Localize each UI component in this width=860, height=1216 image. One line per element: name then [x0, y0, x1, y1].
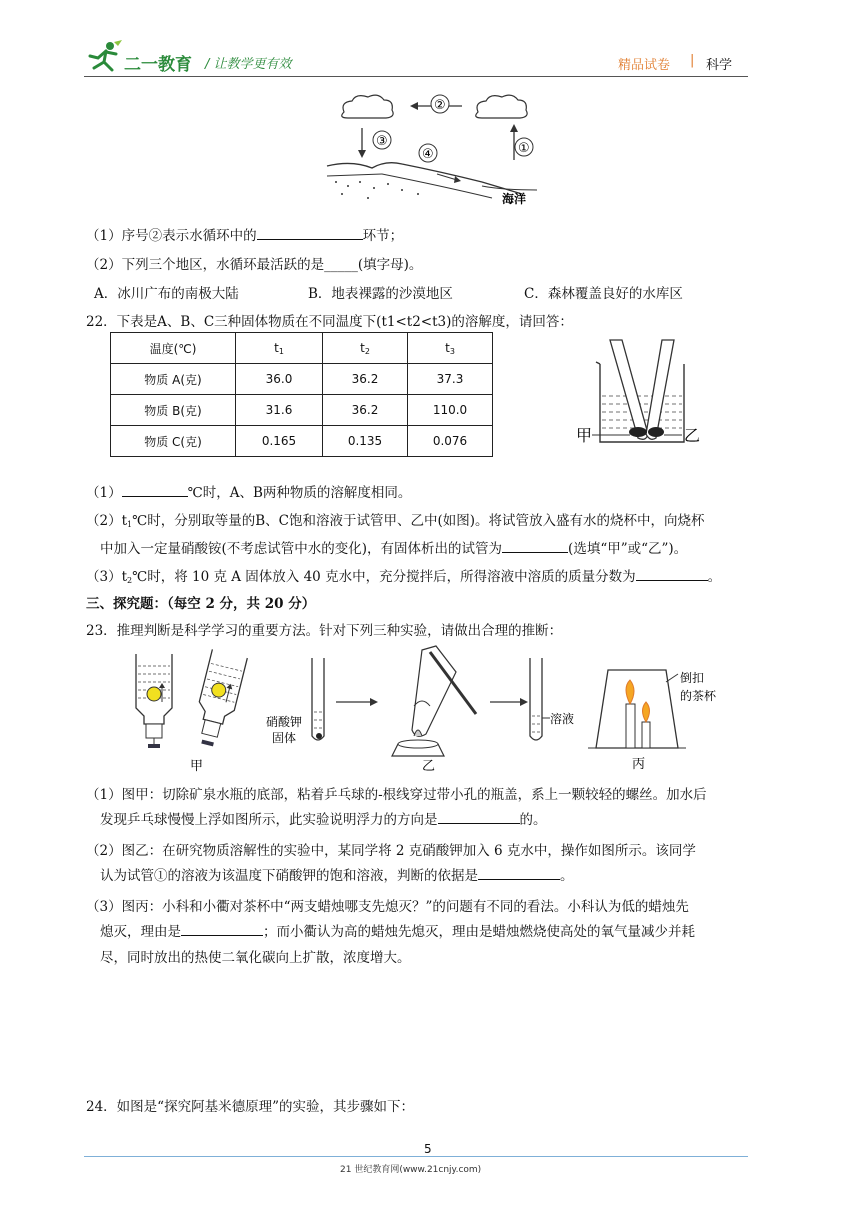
- logo-runner-icon: [84, 40, 124, 74]
- table-row: 物质 A(克) 36.0 36.2 37.3: [111, 364, 493, 395]
- table-header-cell: $t_2$: [323, 333, 408, 364]
- page-number: 5: [424, 1142, 432, 1156]
- header-subject: 科学: [706, 58, 733, 73]
- experiments-figure: [126, 644, 726, 772]
- label-jia: 甲: [190, 759, 204, 772]
- inverted-cup-icon: [588, 670, 686, 748]
- answer-blank[interactable]: [181, 921, 263, 936]
- label-1: ①: [518, 141, 530, 156]
- header: [0, 0, 860, 80]
- q23-part3: （3）图丙：小科和小衢对茶杯中“两支蜡烛哪支先熄灭？”的问题有不同的看法。小科认为低的蜡烛先: [86, 899, 689, 915]
- label-yi: 乙: [684, 426, 701, 445]
- footer-site: 21 世纪教育网(www.21cnjy.com): [340, 1165, 482, 1175]
- q21-part2: （2）下列三个地区，水循环最活跃的是_____(填字母)。: [86, 257, 423, 273]
- label-yi: 乙: [422, 759, 436, 772]
- answer-blank[interactable]: [257, 225, 363, 240]
- cloud-right-icon: [476, 95, 527, 118]
- label-kno3-1: 硝酸钾: [266, 715, 303, 729]
- cloud-left-icon: [342, 95, 393, 118]
- q23-part2-cont: 认为试管①的溶液为该温度下硝酸钾的饱和溶液，判断的依据是 。: [100, 864, 574, 884]
- answer-blank[interactable]: [122, 482, 188, 497]
- header-slogan: / 让教学更有效: [205, 57, 292, 72]
- q22-part1: （1） ℃时，A、B两种物质的溶解度相同。: [86, 481, 411, 501]
- answer-blank[interactable]: [478, 865, 560, 880]
- q21-part1: （1）序号②表示水循环中的 环节；: [86, 224, 403, 244]
- q23-part3-cont2: 尽，同时放出的热使二氧化碳向上扩散，浓度增大。: [100, 950, 411, 966]
- solubility-table: [110, 332, 493, 457]
- footer-rule: [84, 1156, 748, 1157]
- label-cup-1: 倒扣: [680, 671, 705, 685]
- table-row: 物质 C(克) 0.165 0.135 0.076: [111, 426, 493, 457]
- label-cup-2: 的茶杯: [680, 689, 717, 703]
- q24-stem: 24．如图是“探究阿基米德原理”的实验，其步骤如下：: [86, 1099, 414, 1115]
- option-b: B．地表裸露的沙漠地区: [308, 286, 453, 302]
- label-3: ③: [376, 134, 388, 149]
- option-c: C．森林覆盖良好的水库区: [524, 286, 683, 302]
- label-4: ④: [422, 147, 434, 162]
- q21-options: [94, 282, 683, 302]
- answer-blank[interactable]: [502, 538, 568, 553]
- beaker-test-tubes-figure: [576, 334, 716, 454]
- burner-with-tube-icon: [392, 646, 476, 756]
- table-header-cell: 温度(℃): [111, 333, 236, 364]
- q22-part2-cont: 中加入一定量硝酸铵(不考虑试管中水的变化)，有固体析出的试管为 (选填“甲”或“乙”)。: [100, 537, 687, 557]
- table-header-cell: $t_3$: [408, 333, 493, 364]
- q22-part3: $(3)t_2℃$时，将 10 克 A 固体放入 40 克水中，充分搅拌后，所得溶液中溶质的质量分数为 。: [86, 565, 721, 585]
- q23-part1-cont: 发现乒乓球慢慢上浮如图所示，此实验说明浮力的方向是 的。: [100, 808, 547, 828]
- q23-part3-cont: 熄灭，理由是 ；而小衢认为高的蜡烛先熄灭，理由是蜡烛燃烧使高处的氧气量减少并耗: [100, 920, 695, 940]
- label-jia: 甲: [576, 426, 593, 445]
- header-tag: 精品试卷: [618, 58, 671, 73]
- option-a: A．冰川广布的南极大陆: [94, 286, 239, 302]
- ocean-label: 海洋: [502, 192, 527, 206]
- q23-part2: （2）图乙：在研究物质溶解性的实验中，某同学将 2 克硝酸钾加入 6 克水中，操作如图所示。该同学: [86, 843, 696, 859]
- answer-blank[interactable]: [438, 809, 520, 824]
- q22-part2: $(2)t_1℃$时，分别取等量的B、C饱和溶液于试管甲、乙中(如图)。将试管放入盛有水的烧杯中，向烧杯: [86, 513, 705, 529]
- table-header-cell: $t_1$: [236, 333, 323, 364]
- q22-stem: 22．下表是A、B、C三种固体物质在不同温度下(t1<t2<t3)的溶解度，请回答：: [86, 314, 573, 330]
- table-row: 物质 B(克) 31.6 36.2 110.0: [111, 395, 493, 426]
- label-solution: 溶液: [550, 712, 575, 726]
- header-rule: [84, 76, 748, 77]
- q23-part1: （1）图甲：切除矿泉水瓶的底部，粘着乒乓球的-根线穿过带小孔的瓶盖，系上一颗较轻的螺丝。加水后: [86, 787, 707, 803]
- label-2: ②: [434, 98, 446, 113]
- header-separator: |: [690, 53, 695, 68]
- label-bing: 丙: [632, 757, 646, 772]
- logo-text: 二一教育: [124, 55, 192, 75]
- section-title: 三、探究题：（每空 2 分，共 20 分）: [86, 596, 316, 612]
- label-kno3-2: 固体: [272, 731, 297, 745]
- water-cycle-figure: [322, 90, 552, 208]
- table-header-row: [111, 333, 493, 364]
- answer-blank[interactable]: [636, 566, 708, 581]
- bottle-tilted-icon: [190, 649, 248, 749]
- q23-stem: 23．推理判断是科学学习的重要方法。针对下列三种实验，请做出合理的推断：: [86, 623, 563, 639]
- bottle-upright-icon: [136, 654, 172, 748]
